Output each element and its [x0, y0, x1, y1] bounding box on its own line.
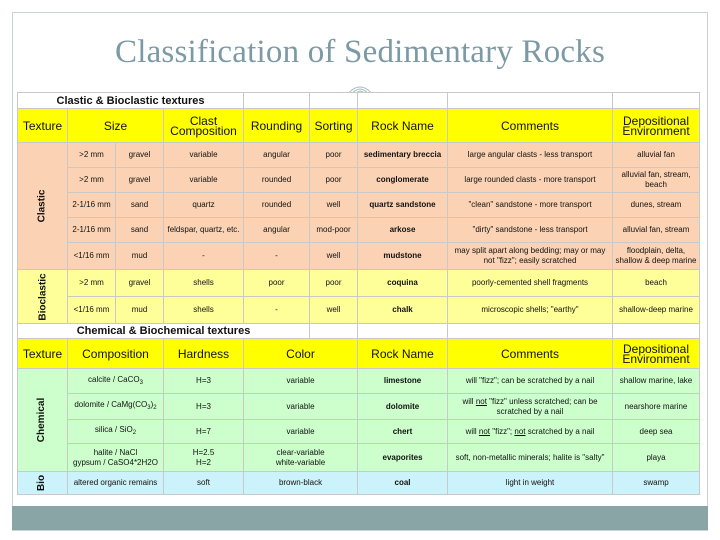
table-row [18, 243, 700, 270]
table-row [18, 270, 700, 297]
environment-cell: beach [613, 270, 700, 297]
color-cell: clear-variable white-variable [244, 444, 358, 472]
chemical-section-heading: Chemical & Biochemical textures [18, 324, 310, 339]
header-rounding: Rounding [244, 109, 310, 143]
composition-cell: - [164, 243, 244, 270]
header-clast-composition: Clast Composition [164, 109, 244, 143]
rock-name-cell: conglomerate [358, 168, 448, 193]
sorting-cell: well [310, 193, 358, 218]
grain-cell: mud [116, 297, 164, 324]
classification-table [17, 92, 700, 495]
comments-cell: will "fizz"; can be scratched by a nail [448, 369, 613, 394]
sorting-cell: poor [310, 270, 358, 297]
color-cell: variable [244, 369, 358, 394]
grain-cell: gravel [116, 168, 164, 193]
rounding-cell: rounded [244, 193, 310, 218]
size-cell: >2 mm [68, 143, 116, 168]
clastic-header-row [18, 109, 700, 143]
header-composition: Composition [68, 339, 164, 369]
clastic-section-heading: Clastic & Bioclastic textures [18, 93, 244, 109]
header-sorting: Sorting [310, 109, 358, 143]
hardness-cell: soft [164, 472, 244, 495]
grain-cell: gravel [116, 270, 164, 297]
rounding-cell: rounded [244, 168, 310, 193]
size-cell: 2-1/16 mm [68, 218, 116, 243]
environment-cell: deep sea [613, 420, 700, 444]
sorting-cell: well [310, 243, 358, 270]
rock-name-cell: coal [358, 472, 448, 495]
comments-cell: will not "fizz" unless scratched; can be scratched by a nail [448, 394, 613, 420]
comments-cell: will not "fizz"; not scratched by a nail [448, 420, 613, 444]
environment-cell: alluvial fan, stream, beach [613, 168, 700, 193]
slide-title: Classification of Sedimentary Rocks [115, 34, 605, 70]
hardness-cell: H=3 [164, 394, 244, 420]
environment-cell: shallow-deep marine [613, 297, 700, 324]
environment-cell: swamp [613, 472, 700, 495]
size-cell: >2 mm [68, 168, 116, 193]
section-heading-row [18, 324, 700, 339]
rounding-cell: poor [244, 270, 310, 297]
header-color: Color [244, 339, 358, 369]
header-rock-name: Rock Name [358, 109, 448, 143]
grain-cell: sand [116, 218, 164, 243]
header-rock-name: Rock Name [358, 339, 448, 369]
environment-cell: dunes, stream [613, 193, 700, 218]
rounding-cell: angular [244, 143, 310, 168]
header-comments: Comments [448, 109, 613, 143]
hardness-cell: H=2.5 H=2 [164, 444, 244, 472]
size-cell: <1/16 mm [68, 243, 116, 270]
rock-name-cell: chert [358, 420, 448, 444]
texture-bioclastic: Bioclastic [18, 270, 68, 324]
texture-bio: Bio [18, 472, 68, 495]
composition-cell: calcite / CaCO$_3$ [68, 369, 164, 394]
comments-cell: "clean" sandstone - more transport [448, 193, 613, 218]
color-cell: variable [244, 394, 358, 420]
size-cell: <1/16 mm [68, 297, 116, 324]
rock-name-cell: arkose [358, 218, 448, 243]
rock-name-cell: evaporites [358, 444, 448, 472]
sorting-cell: poor [310, 143, 358, 168]
composition-cell: shells [164, 297, 244, 324]
header-hardness: Hardness [164, 339, 244, 369]
table-row [18, 143, 700, 168]
composition-cell: quartz [164, 193, 244, 218]
rock-name-cell: dolomite [358, 394, 448, 420]
header-comments: Comments [448, 339, 613, 369]
rock-name-cell: quartz sandstone [358, 193, 448, 218]
comments-cell: poorly-cemented shell fragments [448, 270, 613, 297]
environment-cell: playa [613, 444, 700, 472]
sorting-cell: poor [310, 168, 358, 193]
environment-cell: alluvial fan, stream [613, 218, 700, 243]
composition-cell: silica / SiO$_2$ [68, 420, 164, 444]
header-depositional-environment: Depositional Environment [613, 109, 700, 143]
sorting-cell: well [310, 297, 358, 324]
rock-name-cell: coquina [358, 270, 448, 297]
grain-cell: mud [116, 243, 164, 270]
table-row [18, 218, 700, 243]
comments-cell: microscopic shells; "earthy" [448, 297, 613, 324]
environment-cell: floodplain, delta, shallow & deep marine [613, 243, 700, 270]
section-heading-row [18, 93, 700, 109]
grain-cell: gravel [116, 143, 164, 168]
hardness-cell: H=7 [164, 420, 244, 444]
table-row [18, 193, 700, 218]
comments-cell: "dirty" sandstone - less transport [448, 218, 613, 243]
grain-cell: sand [116, 193, 164, 218]
environment-cell: nearshore marine [613, 394, 700, 420]
rock-name-cell: sedimentary breccia [358, 143, 448, 168]
table-row [18, 369, 700, 394]
composition-cell: variable [164, 168, 244, 193]
color-cell: variable [244, 420, 358, 444]
composition-cell: dolomite / $CaMg(CO_3)_2$ [68, 394, 164, 420]
environment-cell: shallow marine, lake [613, 369, 700, 394]
size-cell: 2-1/16 mm [68, 193, 116, 218]
composition-cell: altered organic remains [68, 472, 164, 495]
size-cell: >2 mm [68, 270, 116, 297]
texture-clastic: Clastic [18, 143, 68, 270]
header-texture: Texture [18, 109, 68, 143]
environment-cell: alluvial fan [613, 143, 700, 168]
table-row [18, 472, 700, 495]
sorting-cell: mod-poor [310, 218, 358, 243]
composition-cell: variable [164, 143, 244, 168]
composition-cell: halite / NaCl gypsum / CaSO4*2H2O [68, 444, 164, 472]
header-texture: Texture [18, 339, 68, 369]
texture-chemical: Chemical [18, 369, 68, 472]
table-row [18, 420, 700, 444]
rounding-cell: - [244, 297, 310, 324]
rounding-cell: - [244, 243, 310, 270]
comments-cell: soft, non-metallic minerals; halite is "salty" [448, 444, 613, 472]
comments-cell: large rounded clasts - more transport [448, 168, 613, 193]
rock-name-cell: mudstone [358, 243, 448, 270]
comments-cell: may split apart along bedding; may or may not "fizz"; easily scratched [448, 243, 613, 270]
composition-cell: shells [164, 270, 244, 297]
rock-name-cell: chalk [358, 297, 448, 324]
table-row [18, 168, 700, 193]
hardness-cell: H=3 [164, 369, 244, 394]
comments-cell: light in weight [448, 472, 613, 495]
table-row [18, 394, 700, 420]
footer-band [12, 506, 708, 530]
composition-cell: feldspar, quartz, etc. [164, 218, 244, 243]
chemical-header-row [18, 339, 700, 369]
color-cell: brown-black [244, 472, 358, 495]
comments-cell: large angular clasts - less transport [448, 143, 613, 168]
header-size: Size [68, 109, 164, 143]
table-row [18, 444, 700, 472]
table-row [18, 297, 700, 324]
header-depositional-environment: Depositional Environment [613, 339, 700, 369]
rock-name-cell: limestone [358, 369, 448, 394]
rounding-cell: angular [244, 218, 310, 243]
